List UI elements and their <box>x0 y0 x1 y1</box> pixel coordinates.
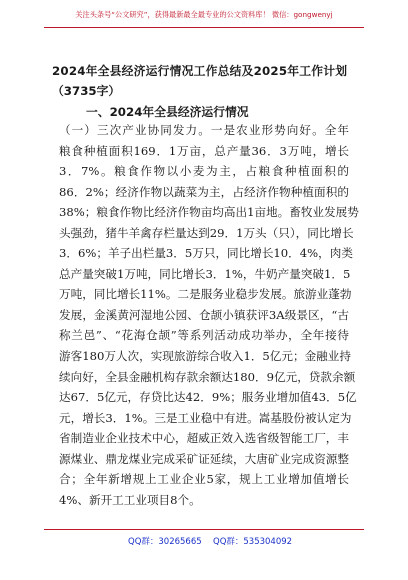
body-line: 游客180万人次，实现旅游综合收入1．5亿元；金融业持 <box>59 349 351 364</box>
header-divider <box>44 27 364 28</box>
body-line: 粮食种植面积169．1万亩，总产量36．3万吨，增长 <box>59 143 349 158</box>
body-line: 省制造业企业技术中心，超威正效入选省级智能工厂，丰 <box>59 431 349 446</box>
footer-qq-group-2: QQ群：535304092 <box>213 537 293 547</box>
body-line: 合；全年新增规上工业企业5家，规上工业增加值增长 <box>59 472 349 487</box>
body-line: 元，增长3．1%。三是工业稳中有进。嵩基股份被认定为 <box>59 410 352 425</box>
body-line: 总产量突破1万吨，同比增长3．1%，牛奶产量突破1．5 <box>59 266 351 281</box>
body-line: （一）三次产业协同发力。一是农业形势向好。全年 <box>59 123 349 137</box>
body-line: 达67．5亿元，存贷比达42．9%；服务业增加值43．5亿 <box>59 390 357 405</box>
body-line: 头强劲，猪牛羊禽存栏量达到29．1万头（只），同比增长 <box>59 225 354 240</box>
body-line: 续向好，全县金融机构存款余额达180．9亿元，贷款余额 <box>59 369 356 384</box>
body-paragraph <box>59 120 359 510</box>
body-line: 4%、新开工工业项目8个。 <box>59 492 201 507</box>
header-banner: 关注头条号“公文研究”，获得最新最全最专业的公文资料库！ 微信：gongwenyj <box>75 10 333 19</box>
body-line: 86．2%；经济作物以蔬菜为主，占经济作物种植面积的 <box>59 184 349 199</box>
body-line: 38%；粮食作物比经济作物亩均高出1亩地。畜牧业发展势 <box>59 205 359 220</box>
body-line: 3．6%；羊子出栏量3．5万只，同比增长10．4%，肉类 <box>59 246 353 261</box>
footer-divider <box>44 529 364 530</box>
document-word-count: （3735字） <box>52 84 121 98</box>
body-line: 发展，金溪黄河湿地公园、仓颉小镇获评3A级景区，“古 <box>59 307 349 322</box>
body-line: 万吨，同比增长11%。二是服务业稳步发展。旅游业蓬勃 <box>59 287 352 302</box>
body-line: 称兰邑”、“花海仓颉”等系列活动成功举办，全年接待 <box>59 328 349 343</box>
footer-qq-group-1: QQ群：30265665 <box>128 537 202 547</box>
body-line: 3．7%。粮食作物以小麦为主，占粮食种植面积的 <box>59 164 349 179</box>
body-line: 源煤业、鼎龙煤业完成采矿证延续，大唐矿业完成资源整 <box>59 451 349 466</box>
document-title: 2024年全县经济运行情况工作总结及2025年工作计划 <box>52 64 348 78</box>
section-heading: 一、2024年全县经济运行情况 <box>86 105 249 119</box>
